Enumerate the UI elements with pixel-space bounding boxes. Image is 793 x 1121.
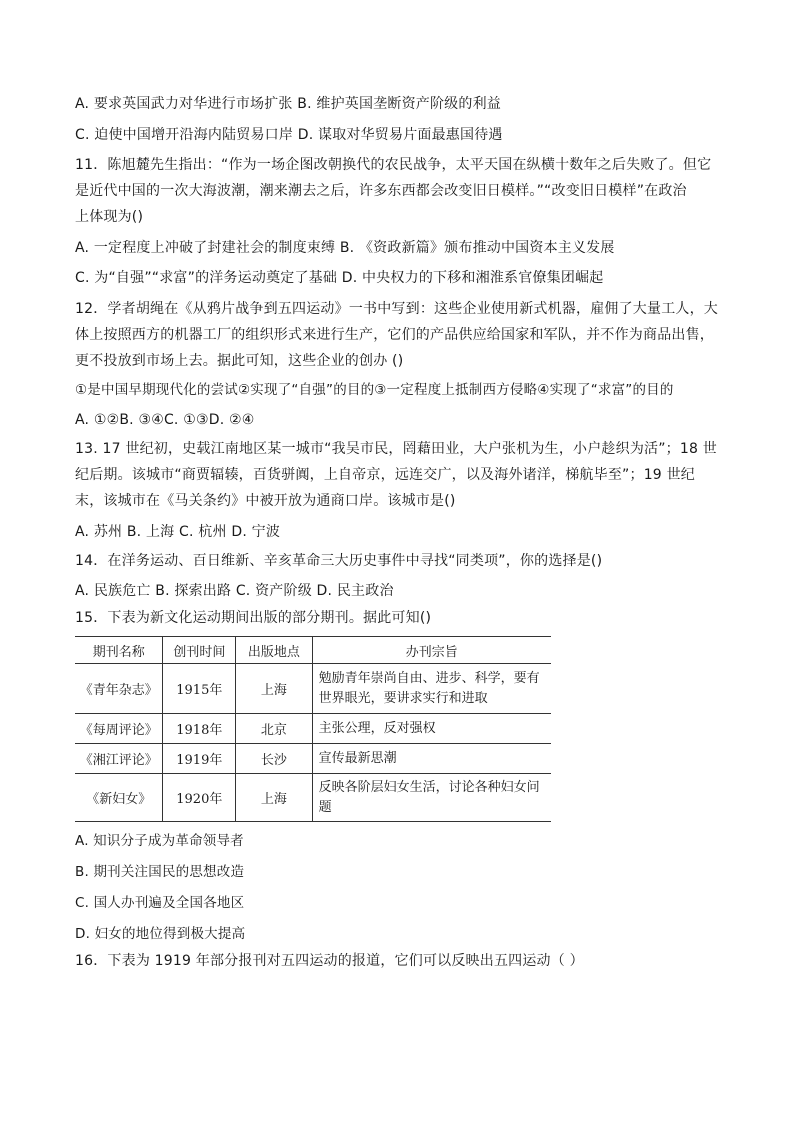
q13-stem-line-3: 末，该城市在《马关条约》中被开放为通商口岸。该城市是() bbox=[75, 493, 456, 509]
q11-stem-line-3: 上体现为() bbox=[75, 209, 144, 225]
journal-table bbox=[75, 636, 551, 822]
founded-year: 1919年 bbox=[163, 744, 236, 774]
q12-stem-line-2: 体上按照西方的机器工厂的组织形式来进行生产，它们的产品供应给国家和军队，并不作为商品出售， bbox=[75, 327, 714, 343]
publish-place: 上海 bbox=[236, 664, 312, 714]
table-row bbox=[75, 714, 551, 744]
founded-year: 1920年 bbox=[163, 774, 236, 822]
header-publish-place: 出版地点 bbox=[236, 637, 312, 664]
publish-place: 长沙 bbox=[236, 744, 312, 774]
q12-stem-line-1: 12．学者胡绳在《从鸦片战争到五四运动》一书中写到：这些企业使用新式机器，雇佣了大量工人，大 bbox=[75, 301, 719, 317]
q12-statements: ①是中国早期现代化的尝试②实现了“自强”的目的③一定程度上抵制西方侵略④实现了“求富”的目的 bbox=[75, 382, 674, 398]
q16-stem: 16．下表为 1919 年部分报刊对五四运动的报道，它们可以反映出五四运动（ ） bbox=[75, 953, 584, 969]
header-purpose: 办刊宗旨 bbox=[312, 637, 551, 664]
table-row bbox=[75, 744, 551, 774]
q10-options-cd: C. 迫使中国增开沿海内陆贸易口岸 D. 谋取对华贸易片面最惠国待遇 bbox=[75, 127, 503, 143]
q11-stem-line-1: 11．陈旭麓先生指出：“作为一场企图改朝换代的农民战争，太平天国在纵横十数年之后失败了。但它 bbox=[75, 157, 712, 173]
founded-year: 1915年 bbox=[163, 664, 236, 714]
q15-option-a: A. 知识分子成为革命领导者 bbox=[75, 833, 244, 849]
table-row bbox=[75, 774, 551, 822]
q14-stem: 14．在洋务运动、百日维新、辛亥革命三大历史事件中寻找“同类项”，你的选择是() bbox=[75, 553, 603, 569]
journal-name: 《青年杂志》 bbox=[75, 664, 163, 714]
journal-name: 《湘江评论》 bbox=[75, 744, 163, 774]
q12-options: A. ①②B. ③④C. ①③D. ②④ bbox=[75, 412, 255, 428]
purpose: 反映各阶层妇女生活，讨论各种妇女问题 bbox=[312, 774, 551, 822]
publish-place: 北京 bbox=[236, 714, 312, 744]
purpose: 勉励青年崇尚自由、进步、科学，要有世界眼光，要讲求实行和进取 bbox=[312, 664, 551, 714]
founded-year: 1918年 bbox=[163, 714, 236, 744]
q15-option-b: B. 期刊关注国民的思想改造 bbox=[75, 864, 245, 880]
q13-options: A. 苏州 B. 上海 C. 杭州 D. 宁波 bbox=[75, 524, 281, 540]
q15-option-d: D. 妇女的地位得到极大提高 bbox=[75, 926, 246, 942]
journal-name: 《新妇女》 bbox=[75, 774, 163, 822]
purpose: 宣传最新思潮 bbox=[312, 744, 551, 774]
header-founded-year: 创刊时间 bbox=[163, 637, 236, 664]
q11-stem-line-2: 是近代中国的一次大海波潮，潮来潮去之后，许多东西都会改变旧日模样。”“改变旧日模样”在政治 bbox=[75, 183, 687, 199]
q15-option-c: C. 国人办刊遍及全国各地区 bbox=[75, 895, 245, 911]
q15-stem: 15．下表为新文化运动期间出版的部分期刊。据此可知() bbox=[75, 610, 432, 626]
journal-name: 《每周评论》 bbox=[75, 714, 163, 744]
q12-stem-line-3: 更不投放到市场上去。据此可知，这些企业的创办 () bbox=[75, 353, 404, 369]
q13-stem-line-1: 13. 17 世纪初，史载江南地区某一城市“我吴市民，罔藉田业，大户张机为生，小户趁织为活”；18 世 bbox=[75, 441, 717, 457]
publish-place: 上海 bbox=[236, 774, 312, 822]
table-row bbox=[75, 664, 551, 714]
q11-options-ab: A. 一定程度上冲破了封建社会的制度束缚 B. 《资政新篇》颁布推动中国资本主义发展 bbox=[75, 240, 615, 256]
q14-options: A. 民族危亡 B. 探索出路 C. 资产阶级 D. 民主政治 bbox=[75, 583, 394, 599]
purpose: 主张公理，反对强权 bbox=[312, 714, 551, 744]
q13-stem-line-2: 纪后期。该城市“商贾辐辏，百货骈阗，上自帝京，远连交广，以及海外诸洋，梯航毕至”；19 世纪 bbox=[75, 467, 695, 483]
header-journal-name: 期刊名称 bbox=[75, 637, 163, 664]
q11-options-cd: C. 为“自强”“求富”的洋务运动奠定了基础 D. 中央权力的下移和湘淮系官僚集团崛起 bbox=[75, 270, 604, 286]
q10-options-ab: A. 要求英国武力对华进行市场扩张 B. 维护英国垄断资产阶级的利益 bbox=[75, 96, 501, 112]
table-header-row bbox=[75, 637, 551, 664]
